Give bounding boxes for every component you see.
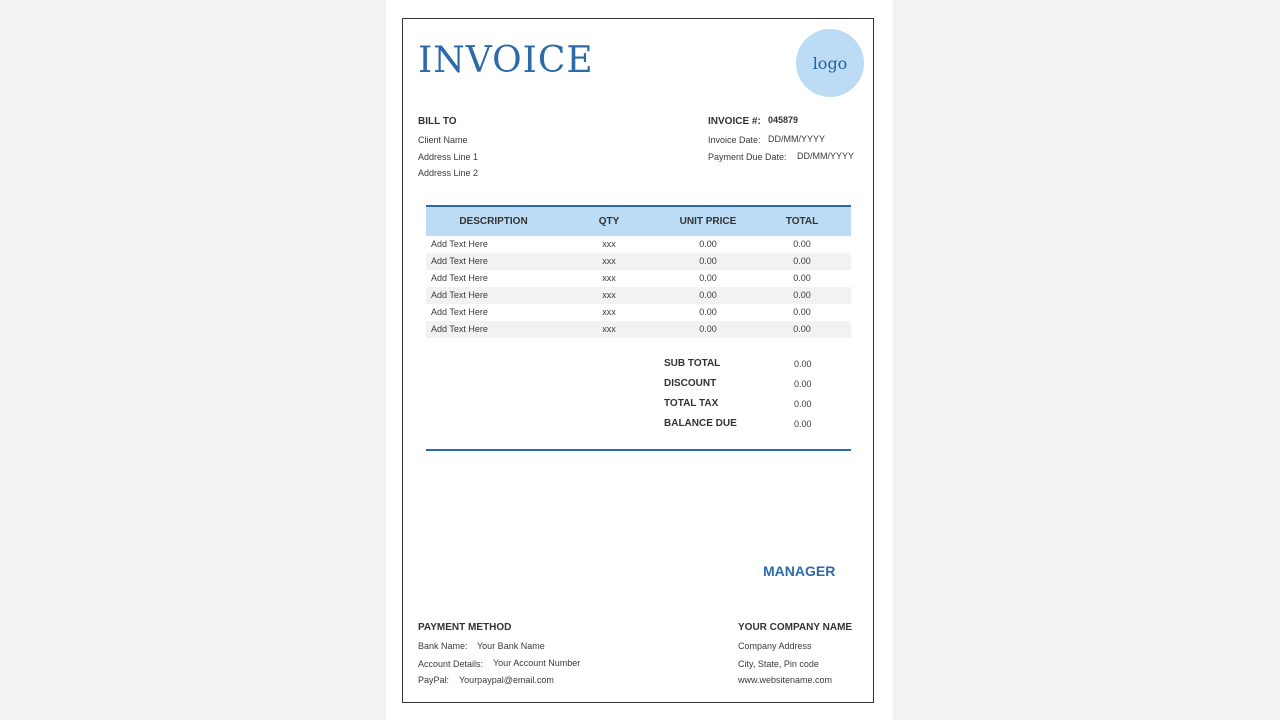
company-name: YOUR COMPANY NAME — [738, 622, 853, 633]
header-unit-price: UNIT PRICE — [679, 216, 737, 227]
due-date-label: Payment Due Date: — [708, 152, 787, 162]
item-qty: xxx — [602, 290, 616, 300]
subtotal-label: SUB TOTAL — [664, 358, 721, 369]
account-details-label: Account Details: — [418, 659, 484, 669]
paypal-value: Yourpaypal@email.com — [459, 675, 554, 685]
payment-method-heading: PAYMENT METHOD — [418, 622, 512, 633]
item-description: Add Text Here — [431, 307, 488, 317]
item-unit-price: 0.00 — [699, 273, 717, 283]
item-qty: xxx — [602, 307, 616, 317]
due-date-value: DD/MM/YYYY — [797, 151, 855, 161]
table-row — [426, 321, 851, 338]
item-description: Add Text Here — [431, 290, 488, 300]
table-header — [426, 207, 851, 236]
signature-label: MANAGER — [763, 563, 836, 579]
item-qty: xxx — [602, 239, 616, 249]
header-description: DESCRIPTION — [459, 216, 528, 227]
total-tax-value: 0.00 — [794, 399, 812, 409]
invoice-date-label: Invoice Date: — [708, 135, 761, 145]
item-qty: xxx — [602, 256, 616, 266]
table-row — [426, 270, 851, 287]
item-total: 0.00 — [793, 307, 811, 317]
invoice-number-value: 045879 — [768, 115, 799, 125]
item-total: 0.00 — [793, 239, 811, 249]
invoice-title: INVOICE — [418, 40, 594, 81]
table-row — [426, 287, 851, 304]
discount-value: 0.00 — [794, 379, 812, 389]
header-total: TOTAL — [785, 216, 819, 227]
table-row — [426, 253, 851, 270]
invoice-date-value: DD/MM/YYYY — [768, 134, 826, 144]
company-address: Company Address — [738, 641, 812, 651]
item-total: 0.00 — [793, 324, 811, 334]
address-line-1: Address Line 1 — [418, 152, 479, 162]
company-city: City, State, Pin code — [738, 659, 819, 669]
item-description: Add Text Here — [431, 273, 488, 283]
company-website: www.websitename.com — [738, 675, 833, 685]
item-total: 0.00 — [793, 273, 811, 283]
item-qty: xxx — [602, 324, 616, 334]
invoice-number-label: INVOICE #: — [708, 116, 761, 127]
item-unit-price: 0.00 — [699, 307, 717, 317]
subtotal-value: 0.00 — [794, 359, 812, 369]
item-description: Add Text Here — [431, 256, 488, 266]
client-name: Client Name — [418, 135, 468, 145]
table-row — [426, 304, 851, 321]
line-items — [426, 236, 851, 338]
item-description: Add Text Here — [431, 239, 488, 249]
address-line-2: Address Line 2 — [418, 168, 479, 178]
header-qty: QTY — [598, 216, 620, 227]
item-unit-price: 0.00 — [699, 324, 717, 334]
item-total: 0.00 — [793, 290, 811, 300]
item-total: 0.00 — [793, 256, 811, 266]
balance-due-value: 0.00 — [794, 419, 812, 429]
logo-text: logo — [812, 53, 848, 73]
total-tax-label: TOTAL TAX — [664, 398, 719, 409]
table-row — [426, 236, 851, 253]
bank-name-label: Bank Name: — [418, 641, 468, 651]
summary-bottom-rule — [426, 449, 851, 451]
bank-name-value: Your Bank Name — [477, 641, 545, 651]
item-description: Add Text Here — [431, 324, 488, 334]
bill-to-heading: BILL TO — [418, 116, 457, 127]
item-unit-price: 0.00 — [699, 290, 717, 300]
paypal-label: PayPal: — [418, 675, 450, 685]
balance-due-label: BALANCE DUE — [664, 418, 737, 429]
item-unit-price: 0.00 — [699, 239, 717, 249]
logo-placeholder — [796, 29, 864, 97]
account-details-value: Your Account Number — [493, 658, 581, 668]
item-unit-price: 0.00 — [699, 256, 717, 266]
discount-label: DISCOUNT — [664, 378, 717, 389]
item-qty: xxx — [602, 273, 616, 283]
